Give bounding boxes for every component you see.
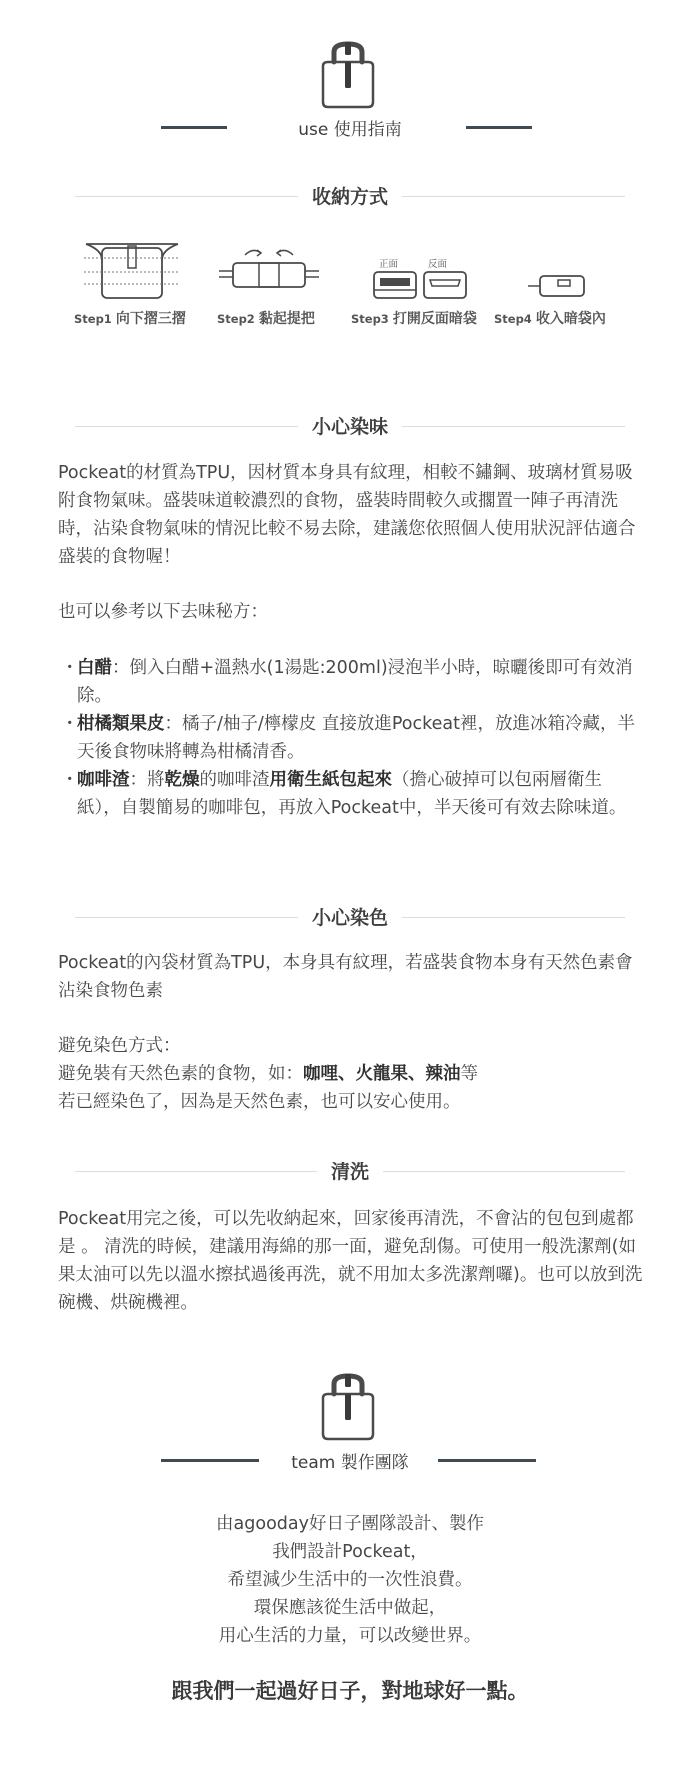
step4-label: Step4 收入暗袋內 (494, 311, 606, 327)
usage-title: use 使用指南 (298, 120, 402, 140)
team-line: 希望減少生活中的一次性浪費。 (227, 1570, 473, 1590)
bullet-dot: ・ (61, 770, 79, 790)
team-line: 我們設計Pockeat， (272, 1542, 428, 1562)
bullet-dot: ・ (61, 658, 79, 678)
tip-name: 白醋 (77, 658, 112, 678)
team-line: 環保應該從生活中做起， (253, 1598, 447, 1618)
team-title: team 製作團隊 (291, 1453, 409, 1473)
pocket-icon (370, 268, 470, 302)
team-line: 用心生活的力量，可以改變世界。 (218, 1626, 482, 1646)
odor-intro: Pockeat的材質為TPU，因材質本身具有紋理，相較不鏽鋼、玻璃材質易吸附食物氣味。盛裝味道較濃烈的食物，盛裝時間較久或擱置一陣子再清洗時，沾染食物氣味的情況比較不易去除，建議您依照個人使用狀況評估適合盛裝的食物喔！ (58, 463, 636, 567)
stain-avoid-label: 避免染色方式： (58, 1036, 181, 1056)
wash-title: 清洗 (0, 1157, 700, 1184)
lunch-bag-icon (317, 40, 379, 110)
front-label: 正面 (379, 259, 399, 270)
stain-title: 小心染色 (0, 903, 700, 930)
list-item: ・ 咖啡渣：將乾燥的咖啡渣用衛生紙包起來（擔心破掉可以包兩層衛生紙），自製簡易的咖啡包，再放入Pockeat中，半天後可有效去除味道。 (58, 766, 644, 822)
stow-icon (526, 270, 592, 300)
odor-tips-lead: 也可以參考以下去味秘方： (58, 602, 268, 622)
wash-text: Pockeat用完之後，可以先收納起來，回家後再清洗，不會沾的包包到處都是 。 清洗的時候，建議用海綿的那一面，避免刮傷。可使用一般洗潔劑(如果太油可以先以溫水擦拭過後再洗，就不用加太多洗潔劑囉)。也可以放到洗碗機、烘碗機裡。 (58, 1209, 643, 1313)
step2-label: Step2 黏起提把 (217, 311, 315, 327)
tip-name: 咖啡渣 (77, 770, 130, 790)
step3-label: Step3 打開反面暗袋 (351, 311, 477, 327)
stain-intro: Pockeat的內袋材質為TPU，本身具有紋理，若盛裝食物本身有天然色素會沾染食物色素 (58, 953, 633, 1001)
lunch-bag-icon (317, 1372, 379, 1442)
stain-note: 若已經染色了，因為是天然色素，也可以安心使用。 (58, 1092, 461, 1112)
odor-title: 小心染味 (0, 412, 700, 439)
bullet-dot: ・ (61, 714, 79, 734)
team-line: 由agooday好日子團隊設計、製作 (216, 1514, 484, 1534)
list-item (58, 710, 644, 766)
stain-avoid-foods: 避免裝有天然色素的食物，如：咖哩、火龍果、辣油等 (58, 1064, 478, 1084)
handle-icon (215, 245, 323, 295)
slogan: 跟我們一起過好日子，對地球好一點。 (171, 1679, 529, 1703)
tip-text: ：倒入白醋+溫熱水(1湯匙:200ml)浸泡半小時，晾曬後即可有效消除。 (77, 658, 633, 706)
fold-icon (82, 240, 182, 302)
step1-label: Step1 向下摺三摺 (74, 311, 186, 327)
back-label: 反面 (428, 259, 448, 270)
tip-text: ：橘子/柚子/檸檬皮 直接放進Pockeat裡，放進冰箱冷藏，半天後食物味將轉為柑橘清香。 (77, 714, 635, 762)
storage-title: 收納方式 (0, 182, 700, 209)
tip-name: 柑橘類果皮 (77, 714, 165, 734)
list-item (58, 654, 644, 710)
